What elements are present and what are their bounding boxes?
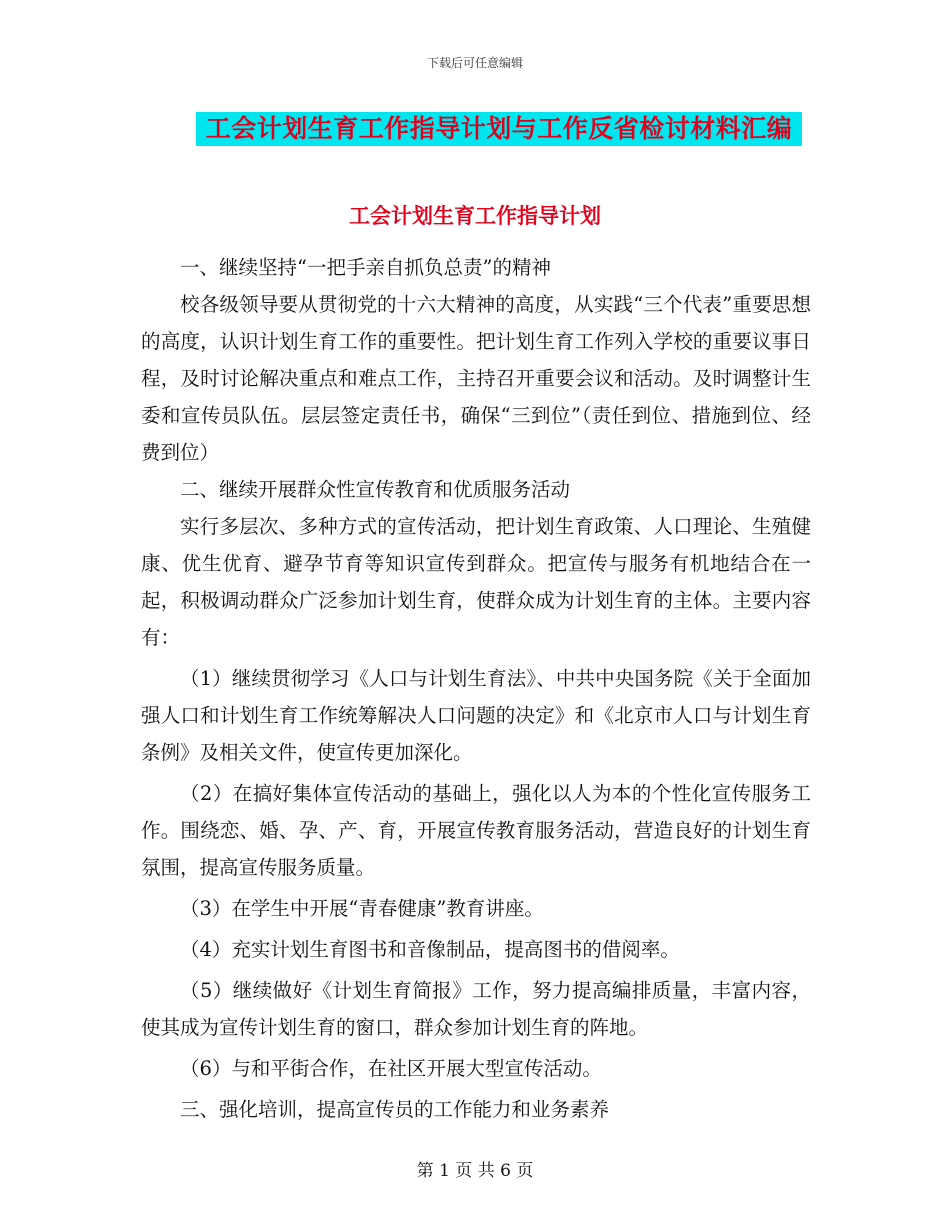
- paragraph: 校各级领导要从贯彻党的十六大精神的高度，从实践“三个代表”重要思想的高度，认识计划生育工作的重要性。把计划生育工作列入学校的重要议事日程，及时讨论解决重点和难点工作，主持召开重要会议和活动。及时调整计生委和宣传员队伍。层层签定责任书，确保“三到位”（责任到位、措施到位、经费到位）: [141, 293, 811, 464]
- paragraph: 实行多层次、多种方式的宣传活动，把计划生育政策、人口理论、生殖健康、优生优育、避孕节育等知识宣传到群众。把宣传与服务有机地结合在一起，积极调动群众广泛参加计划生育，使群众成为计划生育的主体。主要内容有：: [141, 515, 811, 649]
- list-item: （4）充实计划生育图书和音像制品，提高图书的借阅率。: [180, 938, 680, 961]
- list-item: （5）继续做好《计划生育简报》工作，努力提高编排质量，丰富内容，使其成为宣传计划生育的窗口，群众参加计划生育的阵地。: [141, 979, 811, 1039]
- document-body: [141, 249, 811, 1128]
- page-number-footer: 第 1 页 共 6 页: [416, 1161, 534, 1181]
- list-item: （2）在搞好集体宣传活动的基础上，强化以人为本的个性化宣传服务工作。围绕恋、婚、孕、产、育，开展宣传教育服务活动，营造良好的计划生育氛围，提高宣传服务质量。: [141, 782, 811, 879]
- heading-2: 二、继续开展群众性宣传教育和优质服务活动: [180, 478, 571, 501]
- heading-1: 一、继续坚持“一把手亲自抓负总责”的精神: [180, 256, 551, 279]
- list-item: （6）与和平街合作，在社区开展大型宣传活动。: [180, 1057, 602, 1080]
- section-title: 工会计划生育工作指导计划: [349, 204, 601, 228]
- heading-3: 三、强化培训，提高宣传员的工作能力和业务素养: [180, 1098, 610, 1121]
- document-title-highlight: [196, 112, 802, 146]
- document-title: 工会计划生育工作指导计划与工作反省检讨材料汇编: [205, 114, 793, 143]
- header-note: 下载后可任意编辑: [426, 56, 523, 70]
- list-item: （1）继续贯彻学习《人口与计划生育法》、中共中央国务院《关于全面加强人口和计划生育工作统筹解决人口问题的决定》和《北京市人口与计划生育条例》及相关文件，使宣传更加深化。: [141, 667, 811, 764]
- list-item: （3）在学生中开展“青春健康”教育讲座。: [180, 897, 544, 920]
